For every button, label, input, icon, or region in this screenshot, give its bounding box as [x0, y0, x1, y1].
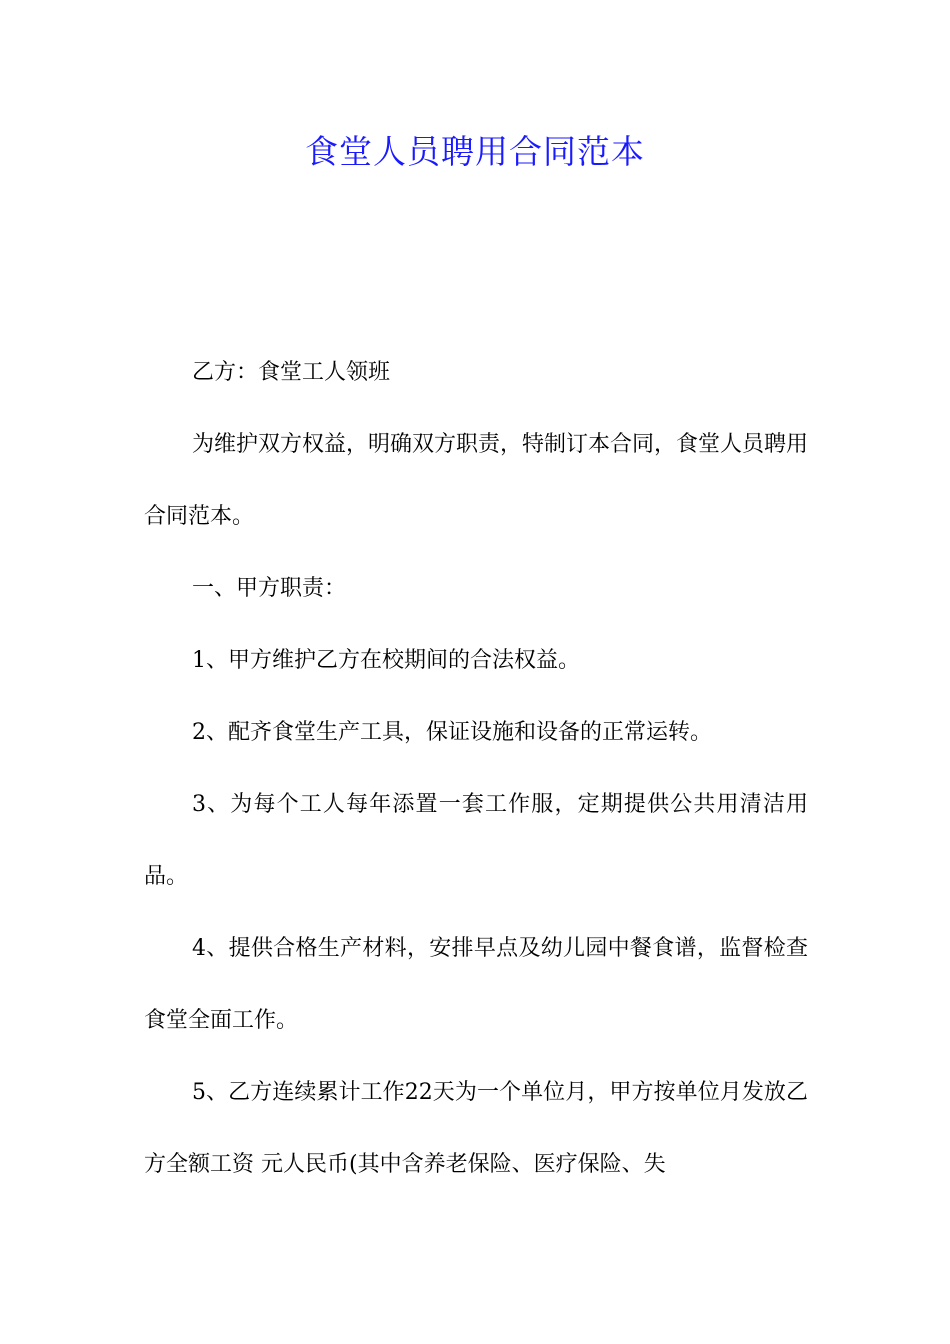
document-body — [144, 337, 808, 1201]
clause-3: 3、为每个工人每年添置一套工作服，定期提供公共用清洁用品。 — [144, 792, 808, 889]
clause-4: 4、提供合格生产材料，安排早点及幼儿园中餐食谱，监督检查食堂全面工作。 — [144, 936, 808, 1033]
paragraph-intro: 为维护双方权益，明确双方职责，特制订本合同，食堂人员聘用合同范本。 — [144, 432, 809, 529]
section-heading-party-a-duties: 一、甲方职责： — [192, 576, 347, 601]
paragraph-party-b: 乙方：食堂工人领班 — [192, 360, 391, 385]
clause-5: 5、乙方连续累计工作22天为一个单位月，甲方按单位月发放乙方全额工资 元人民币(其中含养老保险、医疗保险、失 — [144, 1080, 808, 1177]
clause-1: 1、甲方维护乙方在校期间的合法权益。 — [192, 648, 580, 673]
clause-2: 2、配齐食堂生产工具，保证设施和设备的正常运转。 — [192, 720, 712, 745]
document-title: 食堂人员聘用合同范本 — [305, 132, 645, 171]
